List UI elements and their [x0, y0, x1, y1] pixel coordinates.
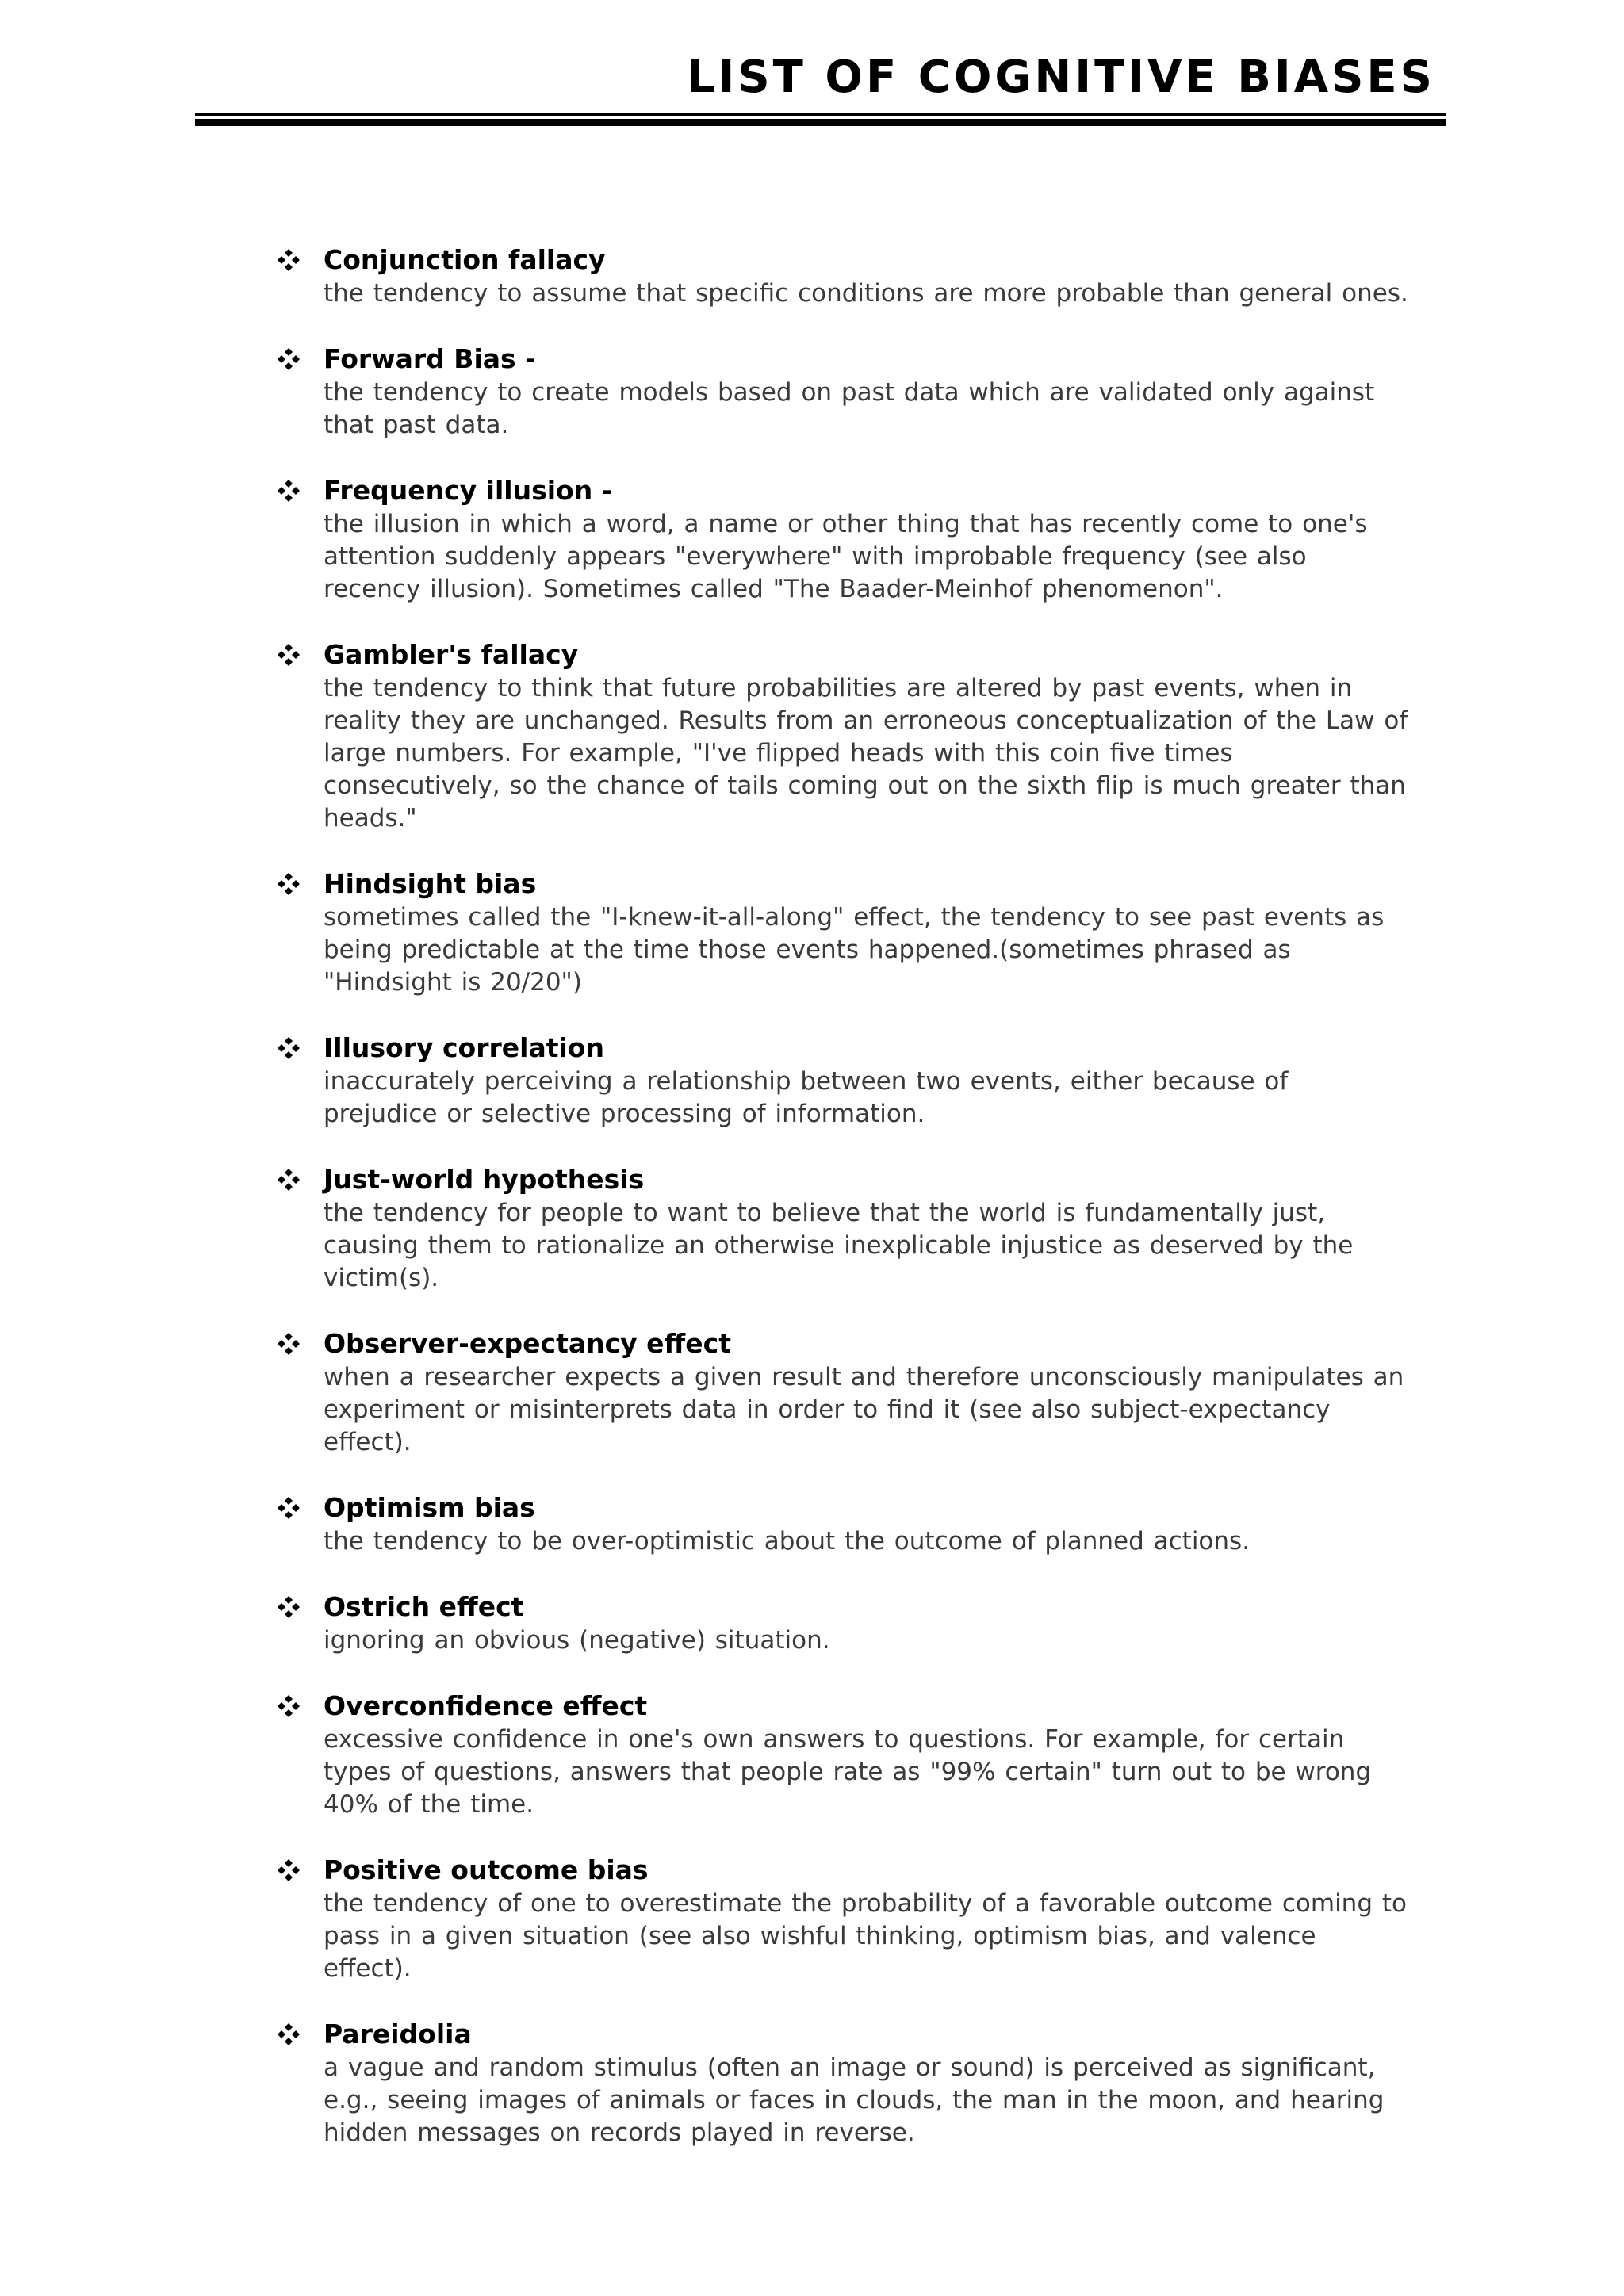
four-diamond-bullet-icon: [278, 348, 300, 370]
bias-term: Positive outcome bias: [324, 1854, 649, 1885]
bias-definition: the tendency to assume that specific conditions are more probable than general ones.: [324, 279, 1408, 308]
bias-definition: the tendency of one to overestimate the probability of a favorable outcome coming to pass in a given situation (see also wishful thinking, optimism bias, and valence effect).: [324, 1889, 1407, 1983]
four-diamond-bullet-icon: [278, 1497, 300, 1519]
bias-definition: a vague and random stimulus (often an image or sound) is perceived as significant, e.g., seeing images of animals or faces in clouds, the man in the moon, and hearing hidden messages on records played in reverse.: [324, 2053, 1385, 2147]
bias-term: Hindsight bias: [324, 868, 537, 899]
bias-term: Gambler's fallacy: [324, 639, 579, 670]
bias-definition: when a researcher expects a given result and therefore unconsciously manipulates an experiment or misinterprets data in order to find it (see also subject-expectancy effect).: [324, 1363, 1404, 1456]
bias-entry: [278, 243, 1443, 310]
bias-term: Ostrich effect: [324, 1591, 524, 1622]
page-title: LIST OF COGNITIVE BIASES: [686, 52, 1435, 103]
bias-entry: [278, 1326, 1443, 1459]
four-diamond-bullet-icon: [278, 873, 300, 895]
bias-definition: the tendency for people to want to believe that the world is fundamentally just, causing them to rationalize an otherwise inexplicable injustice as deserved by the victim(s).: [324, 1199, 1354, 1292]
bias-entry: [278, 867, 1443, 999]
four-diamond-bullet-icon: [278, 1596, 300, 1618]
bias-definition: inaccurately perceiving a relationship between two events, either because of prejudice or selective processing of information.: [324, 1067, 1289, 1128]
bias-entry: [278, 1689, 1443, 1821]
bias-definition: the tendency to think that future probabilities are altered by past events, when in reality they are unchanged. Results from an erroneous conceptualization of the Law of large numbers. For example, "I've flipped heads with this coin five times consecutively, so the chance of tails coming out on the sixth flip is much greater than heads.": [324, 674, 1408, 832]
bias-list: [278, 243, 1443, 2149]
bias-entry: [278, 637, 1443, 835]
bias-term: Conjunction fallacy: [324, 244, 606, 275]
bias-term: Frequency illusion -: [324, 475, 613, 506]
title-rule-thick: [195, 119, 1446, 126]
four-diamond-bullet-icon: [278, 249, 300, 271]
bias-term: Pareidolia: [324, 2019, 472, 2049]
four-diamond-bullet-icon: [278, 480, 300, 502]
four-diamond-bullet-icon: [278, 1037, 300, 1059]
bias-entry: [278, 342, 1443, 442]
four-diamond-bullet-icon: [278, 644, 300, 666]
bias-definition: the illusion in which a word, a name or other thing that has recently come to one's attention suddenly appears "everywhere" with improbable frequency (see also recency illusion). Sometimes called "The Baader-Meinhof phenomenon".: [324, 510, 1368, 603]
bias-entry: [278, 1490, 1443, 1558]
bias-entry: [278, 1590, 1443, 1657]
bias-definition: excessive confidence in one's own answers to questions. For example, for certain types of questions, answers that people rate as "99% certain" turn out to be wrong 40% of the time.: [324, 1725, 1372, 1819]
bias-term: Overconfidence effect: [324, 1690, 648, 1721]
bias-term: Observer-expectancy effect: [324, 1328, 731, 1359]
bias-entry: [278, 1162, 1443, 1295]
four-diamond-bullet-icon: [278, 1695, 300, 1717]
bias-definition: the tendency to be over-optimistic about the outcome of planned actions.: [324, 1527, 1251, 1556]
bias-term: Optimism bias: [324, 1492, 535, 1523]
bias-term: Just-world hypothesis: [324, 1164, 645, 1195]
bias-entry: [278, 473, 1443, 606]
bias-entry: [278, 1031, 1443, 1131]
bias-definition: ignoring an obvious (negative) situation.: [324, 1626, 830, 1655]
bias-term: Illusory correlation: [324, 1032, 604, 1063]
bias-entry: [278, 2017, 1443, 2149]
bias-term: Forward Bias -: [324, 343, 536, 374]
four-diamond-bullet-icon: [278, 1333, 300, 1355]
four-diamond-bullet-icon: [278, 2023, 300, 2045]
title-rule-thin: [195, 113, 1446, 116]
bias-definition: sometimes called the "I-knew-it-all-along" effect, the tendency to see past events as being predictable at the time those events happened.(sometimes phrased as "Hindsight is 20/20"): [324, 903, 1385, 997]
bias-entry: [278, 1853, 1443, 1985]
four-diamond-bullet-icon: [278, 1169, 300, 1191]
bias-definition: the tendency to create models based on past data which are validated only against that past data.: [324, 378, 1375, 439]
four-diamond-bullet-icon: [278, 1859, 300, 1881]
